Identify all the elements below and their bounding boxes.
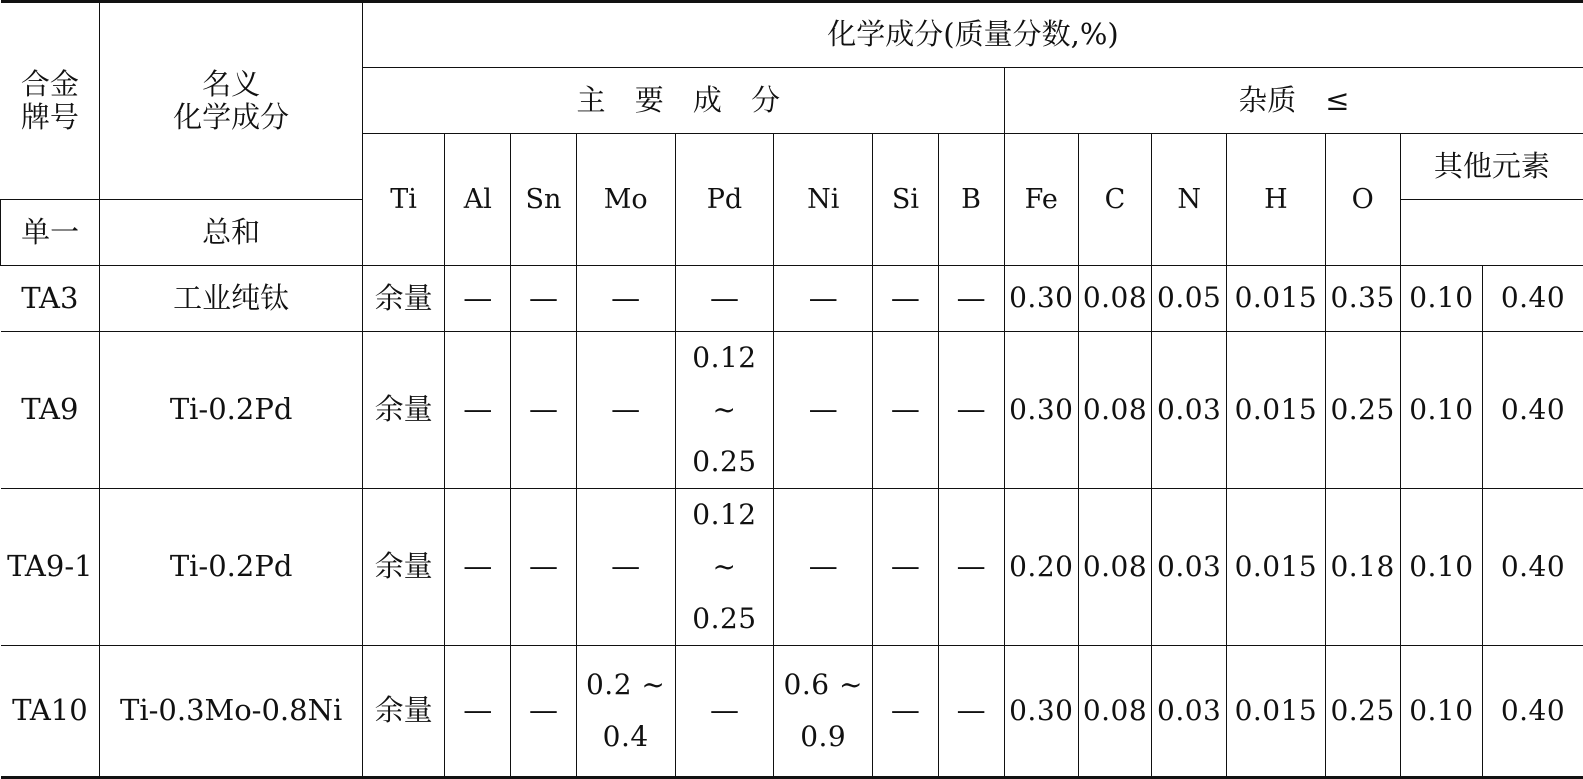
fe-cell: 0.30 bbox=[1004, 332, 1078, 489]
element-header-b: B bbox=[938, 134, 1004, 266]
total-cell: 0.40 bbox=[1482, 646, 1583, 778]
n-cell: 0.03 bbox=[1152, 489, 1227, 646]
single-cell: 0.10 bbox=[1400, 332, 1482, 489]
sn-cell: — bbox=[511, 646, 576, 778]
table-row bbox=[1, 646, 1583, 778]
c-cell: 0.08 bbox=[1078, 489, 1151, 646]
ni-cell: — bbox=[774, 266, 873, 332]
sn-cell: — bbox=[511, 332, 576, 489]
si-cell: — bbox=[873, 489, 938, 646]
total-cell: 0.40 bbox=[1482, 489, 1583, 646]
n-cell: 0.03 bbox=[1152, 646, 1227, 778]
mo-range-min: 0.2 ~ bbox=[577, 659, 675, 711]
pd-cell: — bbox=[675, 266, 773, 332]
c-cell: 0.08 bbox=[1078, 266, 1151, 332]
ni-cell: — bbox=[774, 332, 873, 489]
table-row bbox=[1, 266, 1583, 332]
element-header-mo: Mo bbox=[576, 134, 675, 266]
element-header-pd: Pd bbox=[675, 134, 773, 266]
element-header-fe: Fe bbox=[1004, 134, 1078, 266]
mo-cell: — bbox=[576, 266, 675, 332]
table-row bbox=[1, 489, 1583, 646]
element-header-h: H bbox=[1227, 134, 1325, 266]
table-row bbox=[1, 332, 1583, 489]
total-cell: 0.40 bbox=[1482, 266, 1583, 332]
mo-range-cell bbox=[576, 646, 675, 778]
single-cell: 0.10 bbox=[1400, 489, 1482, 646]
ti-cell: 余量 bbox=[362, 266, 444, 332]
al-cell: — bbox=[445, 489, 511, 646]
n-cell: 0.05 bbox=[1152, 266, 1227, 332]
ni-range-min: 0.6 ~ bbox=[774, 659, 872, 711]
grade-cell: TA9 bbox=[1, 332, 100, 489]
h-cell: 0.015 bbox=[1227, 489, 1325, 646]
grade-cell: TA10 bbox=[1, 646, 100, 778]
b-cell: — bbox=[938, 489, 1004, 646]
o-cell: 0.25 bbox=[1325, 646, 1400, 778]
o-cell: 0.18 bbox=[1325, 489, 1400, 646]
element-header-o: O bbox=[1325, 134, 1400, 266]
ni-cell: — bbox=[774, 489, 873, 646]
element-header-al: Al bbox=[445, 134, 511, 266]
total-cell: 0.40 bbox=[1482, 332, 1583, 489]
b-cell: — bbox=[938, 266, 1004, 332]
h-cell: 0.015 bbox=[1227, 646, 1325, 778]
sn-cell: — bbox=[511, 266, 576, 332]
element-header-c: C bbox=[1078, 134, 1151, 266]
o-cell: 0.35 bbox=[1325, 266, 1400, 332]
si-cell: — bbox=[873, 266, 938, 332]
element-header-si: Si bbox=[873, 134, 938, 266]
si-cell: — bbox=[873, 646, 938, 778]
pd-range-max: 0.25 bbox=[676, 436, 773, 488]
ti-cell: 余量 bbox=[362, 646, 444, 778]
fe-cell: 0.20 bbox=[1004, 489, 1078, 646]
c-cell: 0.08 bbox=[1078, 646, 1151, 778]
nominal-composition-header: 名义 化学成分 bbox=[100, 2, 363, 200]
mo-range-max: 0.4 bbox=[577, 711, 675, 763]
h-cell: 0.015 bbox=[1227, 332, 1325, 489]
name-cell: 工业纯钛 bbox=[100, 266, 363, 332]
pd-range-min: 0.12 ~ bbox=[676, 332, 773, 436]
single-cell: 0.10 bbox=[1400, 266, 1482, 332]
ni-range-max: 0.9 bbox=[774, 711, 872, 763]
impurities-header: 杂质 ≤ bbox=[1004, 68, 1583, 134]
fe-cell: 0.30 bbox=[1004, 646, 1078, 778]
al-cell: — bbox=[445, 646, 511, 778]
mo-cell: — bbox=[576, 332, 675, 489]
element-header-sn: Sn bbox=[511, 134, 576, 266]
alloy-grade-header: 合金 牌号 bbox=[1, 2, 100, 200]
b-cell: — bbox=[938, 646, 1004, 778]
fe-cell: 0.30 bbox=[1004, 266, 1078, 332]
name-cell: Ti-0.2Pd bbox=[100, 489, 363, 646]
pd-range-max: 0.25 bbox=[676, 593, 773, 645]
mo-cell: — bbox=[576, 489, 675, 646]
total-header: 总和 bbox=[100, 200, 363, 266]
single-cell: 0.10 bbox=[1400, 646, 1482, 778]
element-header-ni: Ni bbox=[774, 134, 873, 266]
grade-cell: TA3 bbox=[1, 266, 100, 332]
name-cell: Ti-0.3Mo-0.8Ni bbox=[100, 646, 363, 778]
chemical-composition-header: 化学成分(质量分数,%) bbox=[362, 2, 1583, 68]
al-cell: — bbox=[445, 266, 511, 332]
pd-range-min: 0.12 ~ bbox=[676, 489, 773, 593]
element-header-ti: Ti bbox=[362, 134, 444, 266]
ti-cell: 余量 bbox=[362, 332, 444, 489]
n-cell: 0.03 bbox=[1152, 332, 1227, 489]
h-cell: 0.015 bbox=[1227, 266, 1325, 332]
pd-range-cell bbox=[675, 332, 773, 489]
ni-range-cell bbox=[774, 646, 873, 778]
grade-cell: TA9-1 bbox=[1, 489, 100, 646]
o-cell: 0.25 bbox=[1325, 332, 1400, 489]
pd-range-cell bbox=[675, 489, 773, 646]
single-header: 单一 bbox=[1, 200, 100, 266]
sn-cell: — bbox=[511, 489, 576, 646]
element-header-n: N bbox=[1152, 134, 1227, 266]
name-cell: Ti-0.2Pd bbox=[100, 332, 363, 489]
other-elements-header: 其他元素 bbox=[1400, 134, 1583, 200]
al-cell: — bbox=[445, 332, 511, 489]
c-cell: 0.08 bbox=[1078, 332, 1151, 489]
ti-cell: 余量 bbox=[362, 489, 444, 646]
pd-cell: — bbox=[675, 646, 773, 778]
b-cell: — bbox=[938, 332, 1004, 489]
si-cell: — bbox=[873, 332, 938, 489]
main-components-header: 主 要 成 分 bbox=[362, 68, 1004, 134]
